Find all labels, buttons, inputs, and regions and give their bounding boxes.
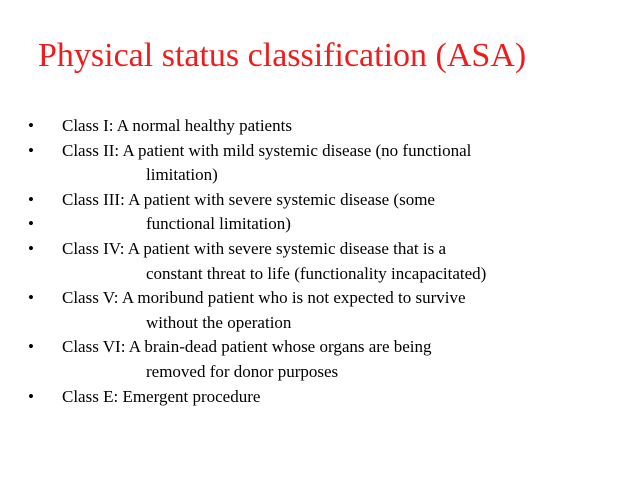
bullet-marker: • bbox=[28, 386, 34, 406]
bullet-marker: • bbox=[28, 116, 34, 135]
list-line-text: Class I: A normal healthy patients bbox=[62, 116, 292, 135]
list-line bbox=[0, 163, 638, 188]
bullet-marker: • bbox=[28, 189, 34, 209]
list-line-text: Class E: Emergent procedure bbox=[62, 386, 261, 406]
bullet-marker: • bbox=[28, 214, 34, 234]
list-line-text: Class III: A patient with severe systemic disease (some bbox=[62, 189, 435, 209]
list-line-text: constant threat to life (functionality incapacitated) bbox=[146, 263, 487, 283]
list-line-text: Class V: A moribund patient who is not expected to survive bbox=[62, 288, 466, 308]
list-line bbox=[0, 286, 638, 311]
list-line bbox=[0, 385, 638, 410]
list-line bbox=[0, 360, 638, 385]
list-line-text: Class IV: A patient with severe systemic disease that is a bbox=[62, 238, 446, 258]
bullet-marker: • bbox=[28, 337, 34, 357]
bullet-marker: • bbox=[28, 140, 34, 160]
list-line bbox=[0, 139, 638, 164]
list-line bbox=[0, 114, 638, 139]
list-line bbox=[0, 188, 638, 213]
list-line-text: limitation) bbox=[146, 165, 218, 185]
list-line-text: functional limitation) bbox=[146, 214, 291, 234]
list-line bbox=[0, 237, 638, 262]
list-line bbox=[0, 335, 638, 360]
list-line bbox=[0, 212, 638, 237]
list-line bbox=[0, 262, 638, 287]
list-line bbox=[0, 311, 638, 336]
list-line-text: Class VI: A brain-dead patient whose organs are being bbox=[62, 337, 432, 357]
bullet-marker: • bbox=[28, 288, 34, 308]
list-line-text: removed for donor purposes bbox=[146, 361, 339, 381]
bullet-list bbox=[0, 114, 638, 409]
list-line-text: Class II: A patient with mild systemic disease (no functional bbox=[62, 140, 472, 160]
bullet-marker: • bbox=[28, 238, 34, 258]
slide-title: Physical status classification (ASA) bbox=[38, 37, 527, 74]
list-line-text: without the operation bbox=[146, 312, 292, 332]
